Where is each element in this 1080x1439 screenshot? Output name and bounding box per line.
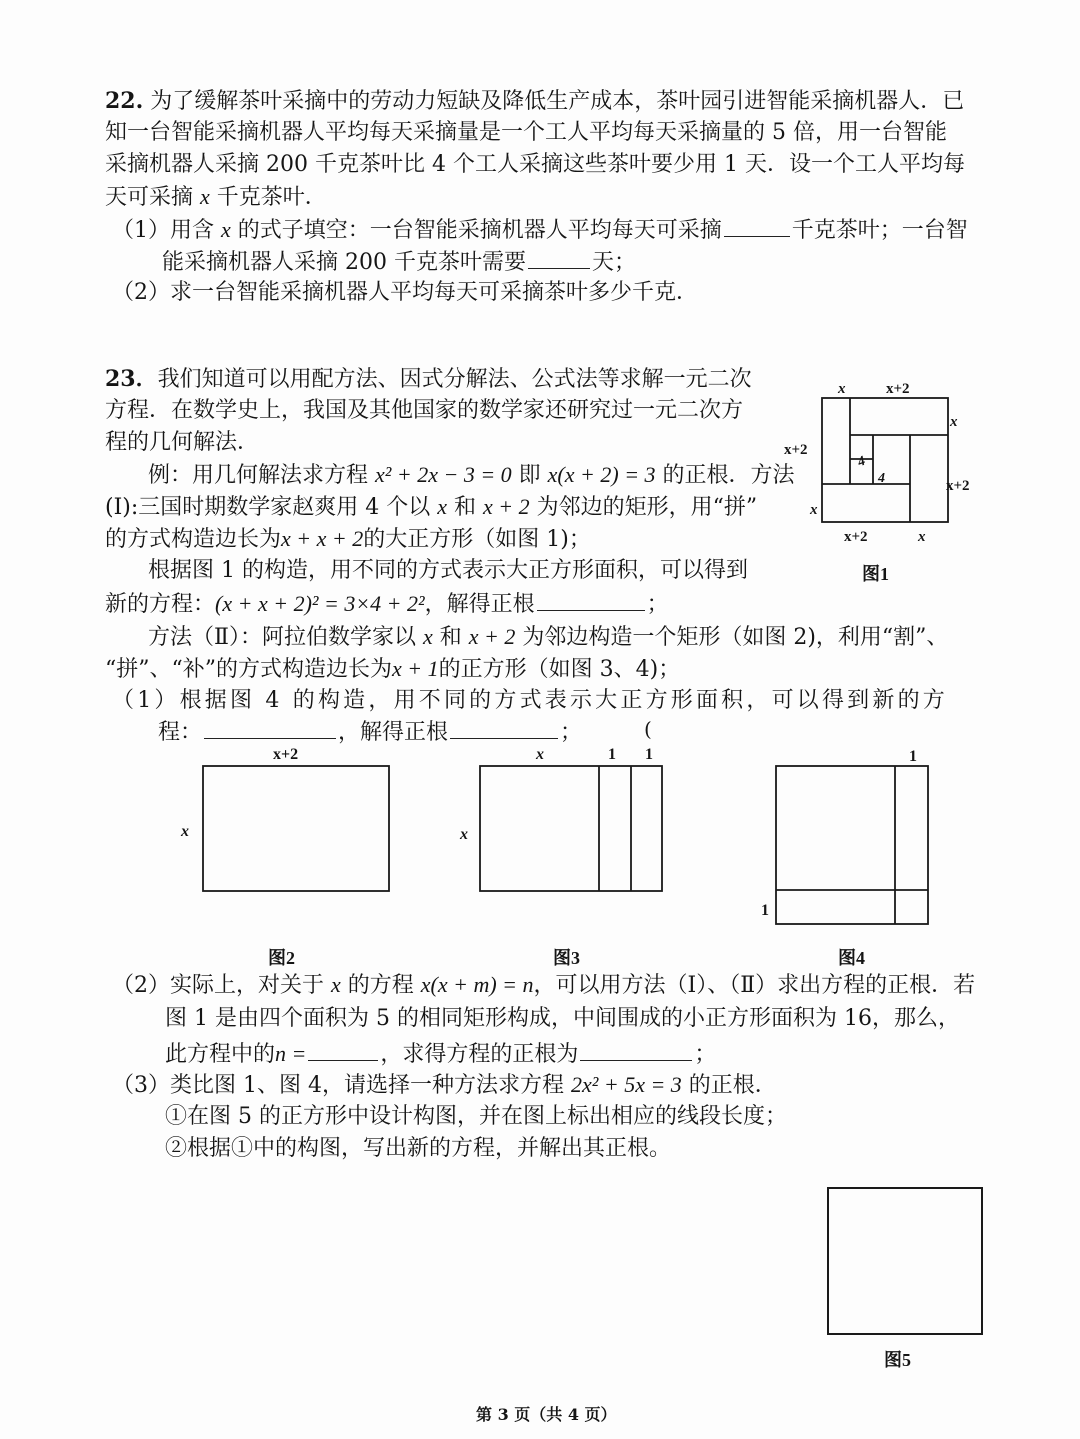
q23-part2-cont: 图 1 是由四个面积为 5 的相同矩形构成，中间围成的小正方形面积为 16，那么， (165, 1006, 960, 1031)
fig1-label-left-x2: x+2 (784, 442, 808, 458)
q23-part3: （3）类比图 1、图 4，请选择一种方法求方程 2x² + 5x = 3 的正根． (112, 1072, 777, 1098)
q23-method1: (I):三国时期数学家赵爽用 4 个以 x 和 x + 2 为邻边的矩形，用“拼” (105, 494, 758, 520)
fig2-caption: 图2 (268, 948, 295, 968)
fig5-square (828, 1188, 982, 1334)
figure-2 (175, 738, 405, 970)
q23-line1: 23．我们知道可以用配方法、因式分解法、公式法等求解一元二次 (105, 366, 752, 392)
fig5-caption: 图5 (884, 1350, 911, 1370)
fig1-label-top-x: x (838, 381, 846, 397)
q22-blank-2[interactable] (528, 246, 590, 269)
fig1-label-right-x2: x+2 (946, 478, 970, 494)
q23-blank-root-3[interactable] (580, 1038, 692, 1061)
q23-part3-step2: ②根据①中的构图，写出新的方程，并解出其正根。 (165, 1136, 672, 1161)
figure-1 (780, 374, 990, 592)
q23-blank-root-1[interactable] (537, 588, 645, 611)
fig1-label-bottom-x: x (918, 529, 926, 545)
page-footer: 第 3 页（共 4 页） (476, 1405, 617, 1424)
q22-part1-cont: 能采摘机器人采摘 200 千克茶叶需要 天； (162, 246, 636, 278)
q23-line3: 程的几何解法． (105, 430, 260, 455)
q23-method2: 方法（Ⅱ）：阿拉伯数学家以 x 和 x + 2 为邻边构造一个矩形（如图 2)，利用“割”、 (148, 624, 949, 650)
q23-new-equation: 新的方程：(x + x + 2)² = 3×4 + 2²，解得正根 ； (105, 588, 669, 620)
fig1-handwritten-4-a: 4 (855, 453, 868, 471)
fig4-square (776, 766, 928, 924)
q22-line3: 采摘机器人采摘 200 千克茶叶比 4 个工人采摘这些茶叶要少用 1 天．设一个工人平均每 (105, 152, 965, 177)
q22-line2: 知一台智能采摘机器人平均每天采摘量是一个工人平均每天采摘量的 5 倍，用一台智能 (105, 120, 947, 145)
fig2-label-top: x+2 (273, 746, 299, 763)
q23-method1-cont: 的方式构造边长为x + x + 2的大正方形（如图 1)； (105, 526, 591, 552)
fig2-label-left: x (181, 823, 189, 840)
fig1-label-left-x: x (810, 502, 818, 518)
fig3-label-top-1b: 1 (645, 746, 653, 763)
q22-blank-1[interactable] (724, 214, 790, 237)
q23-part2: （2）实际上，对关于 x 的方程 x(x + m) = n，可以用方法（I）、（Ⅱ）求出方程的正根．若 (112, 972, 976, 998)
fig4-label-top-1: 1 (909, 748, 917, 765)
figure-3 (452, 738, 682, 970)
q22-part2: （2）求一台智能采摘机器人平均每天可采摘茶叶多少千克． (112, 280, 698, 305)
q23-fig1-text: 根据图 1 的构造，用不同的方式表示大正方形面积，可以得到 (148, 558, 748, 583)
q23-part1-cont: 程： ，解得正根 ； (158, 716, 582, 748)
q22-line1: 22. 为了缓解茶叶采摘中的劳动力短缺及降低生产成本，茶叶园引进智能采摘机器人．已 (105, 88, 965, 114)
fig3-label-top-x: x (536, 746, 544, 763)
fig1-handwritten-4-b: 4 (878, 471, 885, 486)
q23-line2: 方程．在数学史上，我国及其他国家的数学家还研究过一元二次方 (105, 398, 744, 423)
fig1-label-bottom-x2: x+2 (844, 529, 868, 545)
fig3-label-top-1a: 1 (608, 746, 616, 763)
fig4-label-left-1: 1 (761, 902, 769, 919)
q23-number: 23． (105, 366, 158, 392)
q23-example: 例：用几何解法求方程 x² + 2x − 3 = 0 即 x(x + 2) = 3 的正根．方法 (148, 462, 795, 488)
q23-method2-cont: “拼”、“补”的方式构造边长为x + 1的正方形（如图 3、4)； (105, 656, 681, 682)
q23-blank-equation[interactable] (204, 716, 336, 739)
fig2-rectangle (203, 766, 389, 891)
q23-blank-n[interactable] (308, 1038, 378, 1061)
figure-5 (818, 1180, 994, 1382)
fig1-outer-square (822, 398, 948, 522)
stray-paren: ( (644, 717, 652, 741)
fig3-caption: 图3 (553, 948, 580, 968)
q23-blank-root-2[interactable] (450, 716, 558, 739)
fig3-rectangle (480, 766, 662, 891)
q23-part3-step1: ①在图 5 的正方形中设计构图，并在图上标出相应的线段长度； (165, 1104, 787, 1129)
q22-line4: 天可采摘 x 千克茶叶． (105, 184, 327, 210)
fig1-caption: 图1 (862, 564, 889, 584)
figure-4 (752, 738, 952, 970)
q23-part1: （1）根据图 4 的构造，用不同的方式表示大正方形面积，可以得到新的方 (112, 688, 948, 713)
q22-part1: （1）用含 x 的式子填空：一台智能采摘机器人平均每天可采摘 千克茶叶；一台智 (112, 214, 968, 246)
fig3-label-left: x (460, 826, 468, 843)
q23-part2-cont2: 此方程中的n = ，求得方程的正根为 ； (165, 1038, 716, 1070)
fig1-label-right-x: x (950, 414, 958, 430)
q22-number: 22. (105, 88, 144, 114)
fig4-caption: 图4 (838, 948, 865, 968)
fig1-label-top-x2: x+2 (886, 381, 910, 397)
